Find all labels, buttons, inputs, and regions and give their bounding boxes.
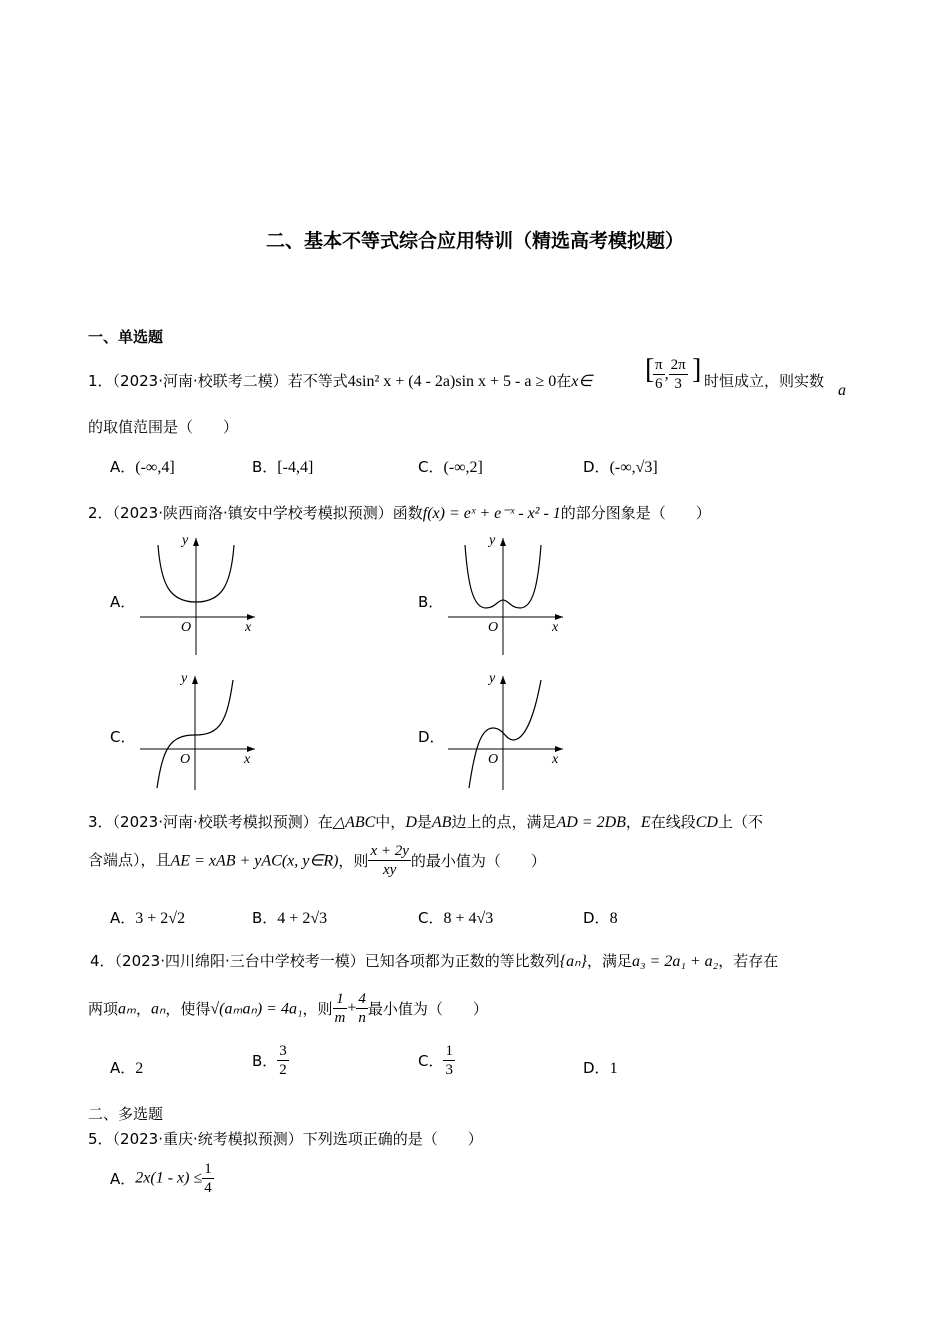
q1-mid: 在 [556,372,572,390]
q2-option-d-label[interactable]: D． [418,728,445,746]
question-4-line-1: 4．（2023·四川绵阳·三台中学校考一模）已知各项都为正数的等比数列{aₙ}，满足a₃ = 2a₁ + a₂，若存在 [90,952,779,970]
q4-option-c-numerator: 1 [445,1043,453,1059]
graph-b-x-label: x [552,620,559,635]
graph-a-y-label: y [182,533,189,548]
graph-d-origin: O [488,752,499,767]
graph-c-x-label: x [244,752,251,767]
q1-number: 1． [88,372,113,390]
q4-option-c[interactable]: C． $\frac{1}{3}$ [418,1043,453,1078]
graph-d-y-label: y [489,671,496,686]
q4-am: aₘ [118,1000,136,1018]
q3-option-d[interactable]: D．8 [583,909,618,927]
q1-bracket-right: ] [692,354,702,385]
q3-triangle: △ABC [332,814,376,831]
q1-frac1-denominator: 6 [655,376,663,392]
q2-source: （2023·陕西商洛·镇安中学校考模拟预测）函数 [112,504,423,522]
q3-point-e: E [640,814,651,831]
q1-option-c[interactable]: C．(-∞,2] [418,458,483,476]
graph-b-y-label: y [489,533,496,548]
q4-text1: （2023·四川绵阳·三台中学校考一模）已知各项都为正数的等比数列 [114,952,560,970]
q1-frac2-numerator: 2π [670,357,686,373]
q1-line-2: 的取值范围是（ ） [88,418,239,436]
q1-var-a: a [838,382,846,399]
q3-option-b[interactable]: B．4 + 2√3 [252,909,328,927]
q3-number: 3． [88,813,113,831]
page-title: 二、基本不等式综合应用特训（精选高考模拟题） [265,230,684,252]
q4-option-d-value: 1 [609,1060,618,1077]
q3-segment-cd: CD [695,814,718,831]
q1-option-b[interactable]: B．[-4,4] [252,458,314,476]
q3-frac-numerator: x + 2y [370,843,409,859]
q4-option-c-denominator: 3 [445,1062,453,1078]
q1-option-d-value: (-∞,√3] [609,459,658,476]
q1-frac2-denominator: 3 [674,376,682,392]
graph-b-origin: O [488,620,499,635]
graph-c-origin: O [180,752,191,767]
q1-option-b-value: [-4,4] [277,459,314,476]
question-2-line-1 [88,502,711,523]
section-heading-single-choice: 一、单选题 [88,328,164,346]
q5-frac-numerator: 1 [204,1161,212,1177]
q2-graph-a[interactable] [135,530,265,655]
q4-an: aₙ [151,1000,166,1018]
q4-number: 4． [90,952,115,970]
q3-option-c[interactable]: C．8 + 4√3 [418,909,494,927]
question-5-line-1 [88,1128,483,1149]
q1-inequality: 4sin² x + (4 - 2a)sin x + 5 - a ≥ 0 [347,373,557,390]
q4-frac1-denominator: m [334,1010,346,1026]
graph-a-x-label: x [245,620,252,635]
q1-source: （2023·河南·校联考二模）若不等式 [112,372,348,390]
q3-segment-ab: AB [431,814,452,831]
graph-d-x-label: x [552,752,559,767]
q4-frac1-numerator: 1 [333,990,348,1009]
q4-option-d[interactable]: D．1 [583,1059,618,1077]
q2-graph-d[interactable] [443,668,573,793]
graph-a-origin: O [181,620,192,635]
q3-vector-eq: AE = xAB + yAC(x, y∈R) [170,852,339,870]
q5-text: （2023·重庆·统考模拟预测）下列选项正确的是（ ） [112,1130,483,1148]
q3-option-d-value: 8 [609,910,618,927]
q4-sequence: {aₙ} [559,953,587,970]
graph-c-y-label: y [181,671,188,686]
q5-option-a[interactable]: A．2x(1 - x) ≤ $\frac{1}{4}$ [110,1161,212,1196]
q3-frac-denominator: xy [382,862,397,878]
q3-option-a-value: 3 + 2√2 [135,910,186,927]
q2-graph-b[interactable] [443,530,573,655]
question-4-line-2: 两项aₘ，aₙ，使得√(aₘaₙ) = 4a₁，则 $\frac{1}{m}$ + $\frac{4}{n}$ 最小值为（ ） [88,991,488,1026]
question-3-line-1: 3．（2023·河南·校联考模拟预测）在△ABC中，D是AB边上的点，满足AD = 2DB，E在线段CD上（不 [88,813,763,831]
q1-bracket-left: [ [645,354,655,385]
q3-option-c-value: 8 + 4√3 [443,910,494,927]
q3-text1: （2023·河南·校联考模拟预测）在 [112,813,333,831]
q1-frac1-numerator: π [655,357,663,373]
q5-option-a-expr: 2x(1 - x) ≤ [135,1169,203,1187]
q4-option-b-denominator: 2 [279,1062,287,1078]
q1-domain-var: x∈ [571,373,593,390]
q2-option-c-label[interactable]: C． [110,728,136,746]
section-heading-multiple-choice: 二、多选题 [88,1105,164,1123]
q3-condition: AD = 2DB [556,814,626,831]
q2-option-b-label[interactable]: B． [418,593,444,611]
q4-option-b-numerator: 3 [279,1043,287,1059]
q1-option-c-value: (-∞,2] [443,459,483,476]
q2-number: 2． [88,504,113,522]
q2-function: f(x) = eˣ + e⁻ˣ - x² - 1 [422,505,561,522]
q1-after-text: 时恒成立，则实数 [704,372,825,390]
q4-option-b[interactable]: B． $\frac{3}{2}$ [252,1043,287,1078]
q5-frac-denominator: 4 [204,1180,212,1196]
q4-frac2-numerator: 4 [358,991,366,1007]
q1-interval: $\frac{\pi}{6}$ , $\frac{2\pi}{3}$ [655,357,686,392]
q4-condition-2: √(aₘaₙ) = 4a₁ [210,1000,303,1018]
q4-option-a[interactable]: A．2 [110,1059,144,1077]
q3-option-a[interactable]: A．3 + 2√2 [110,909,186,927]
q1-option-d[interactable]: D．(-∞,√3] [583,458,658,476]
q2-graph-c[interactable] [135,668,265,793]
q4-frac2-denominator: n [358,1010,366,1026]
q2-option-a-label[interactable]: A． [110,593,136,611]
q3-point-d: D [405,814,417,831]
question-1-line-1 [88,370,592,391]
question-3-line-2: 含端点），且AE = xAB + yAC(x, y∈R)，则 $\frac{x + 2y}{xy}$ 的最小值为（ ） [88,843,546,878]
q5-number: 5． [88,1130,113,1148]
q1-option-a-value: (-∞,4] [135,459,175,476]
q1-option-a[interactable]: A．(-∞,4] [110,458,175,476]
q2-after: 的部分图象是（ ） [560,504,711,522]
q3-option-b-value: 4 + 2√3 [277,910,328,927]
q4-option-a-value: 2 [135,1060,144,1077]
q4-condition: a₃ = 2a₁ + a₂ [631,953,719,970]
